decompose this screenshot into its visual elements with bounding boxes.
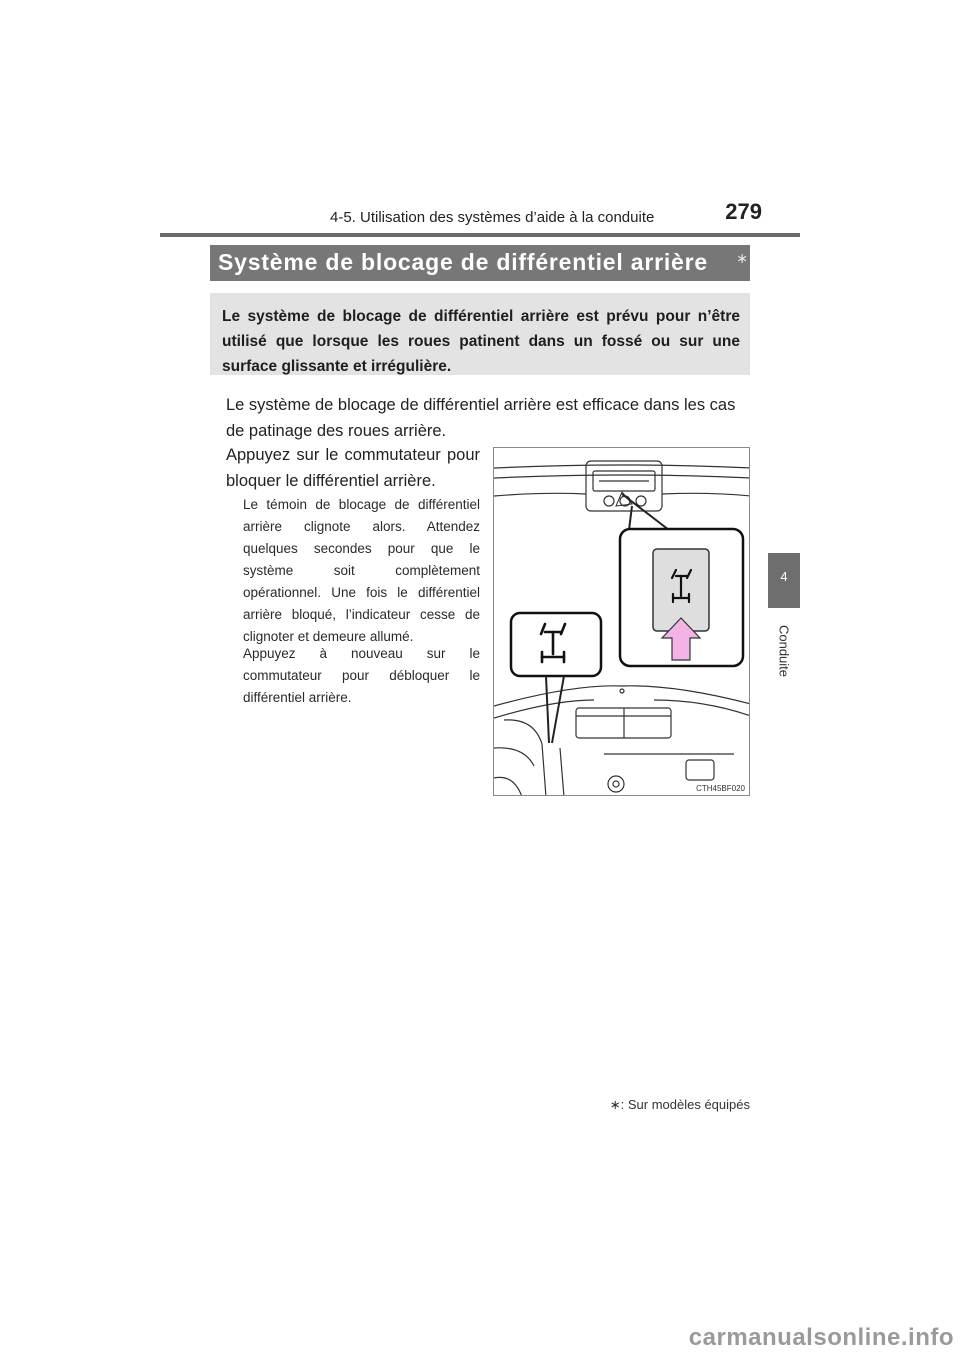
figure-code: CTH45BF020 [696, 784, 745, 793]
intro-text: Le système de blocage de différentiel arrière est prévu pour n’être utilisé que lorsque les roues patinent dans un fossé ou sur une surface glissante et irrégulière. [222, 308, 740, 375]
intro-box [210, 293, 750, 375]
page-title: Système de blocage de différentiel arrière [218, 249, 708, 275]
chapter-label [771, 616, 797, 686]
note-paragraph-2: Appuyez à nouveau sur le commutateur pour débloquer le différentiel arrière. [243, 646, 480, 705]
dashboard-drawing [494, 448, 750, 796]
chapter-tab [768, 553, 800, 608]
note-paragraph-1: Le témoin de blocage de différentiel arrière clignote alors. Attendez quelques secondes pour que le système soit complètement opérationnel. Une fois le différentiel arrière bloqué, l’indicateur cesse de clignoter et demeure allumé. [243, 497, 480, 644]
dashboard-illustration [493, 447, 750, 796]
footnote: ∗: Sur modèles équipés [609, 1097, 750, 1112]
title-asterisk: ∗ [736, 250, 748, 266]
chapter-number: 4 [780, 569, 788, 584]
section-heading: 4-5. Utilisation des systèmes d’aide à la conduite [330, 209, 655, 226]
watermark: carmanualsonline.info [688, 1324, 954, 1351]
chapter-label-text: Conduite [776, 624, 792, 678]
body-paragraph-2: Appuyez sur le commutateur pour bloquer le différentiel arrière. [226, 446, 480, 490]
header-rule [160, 233, 800, 237]
body-paragraph-1: Le système de blocage de différentiel arrière est efficace dans les cas de patinage des roues arrière. [226, 396, 736, 440]
page-number: 279 [725, 199, 762, 224]
title-bar [210, 245, 750, 281]
